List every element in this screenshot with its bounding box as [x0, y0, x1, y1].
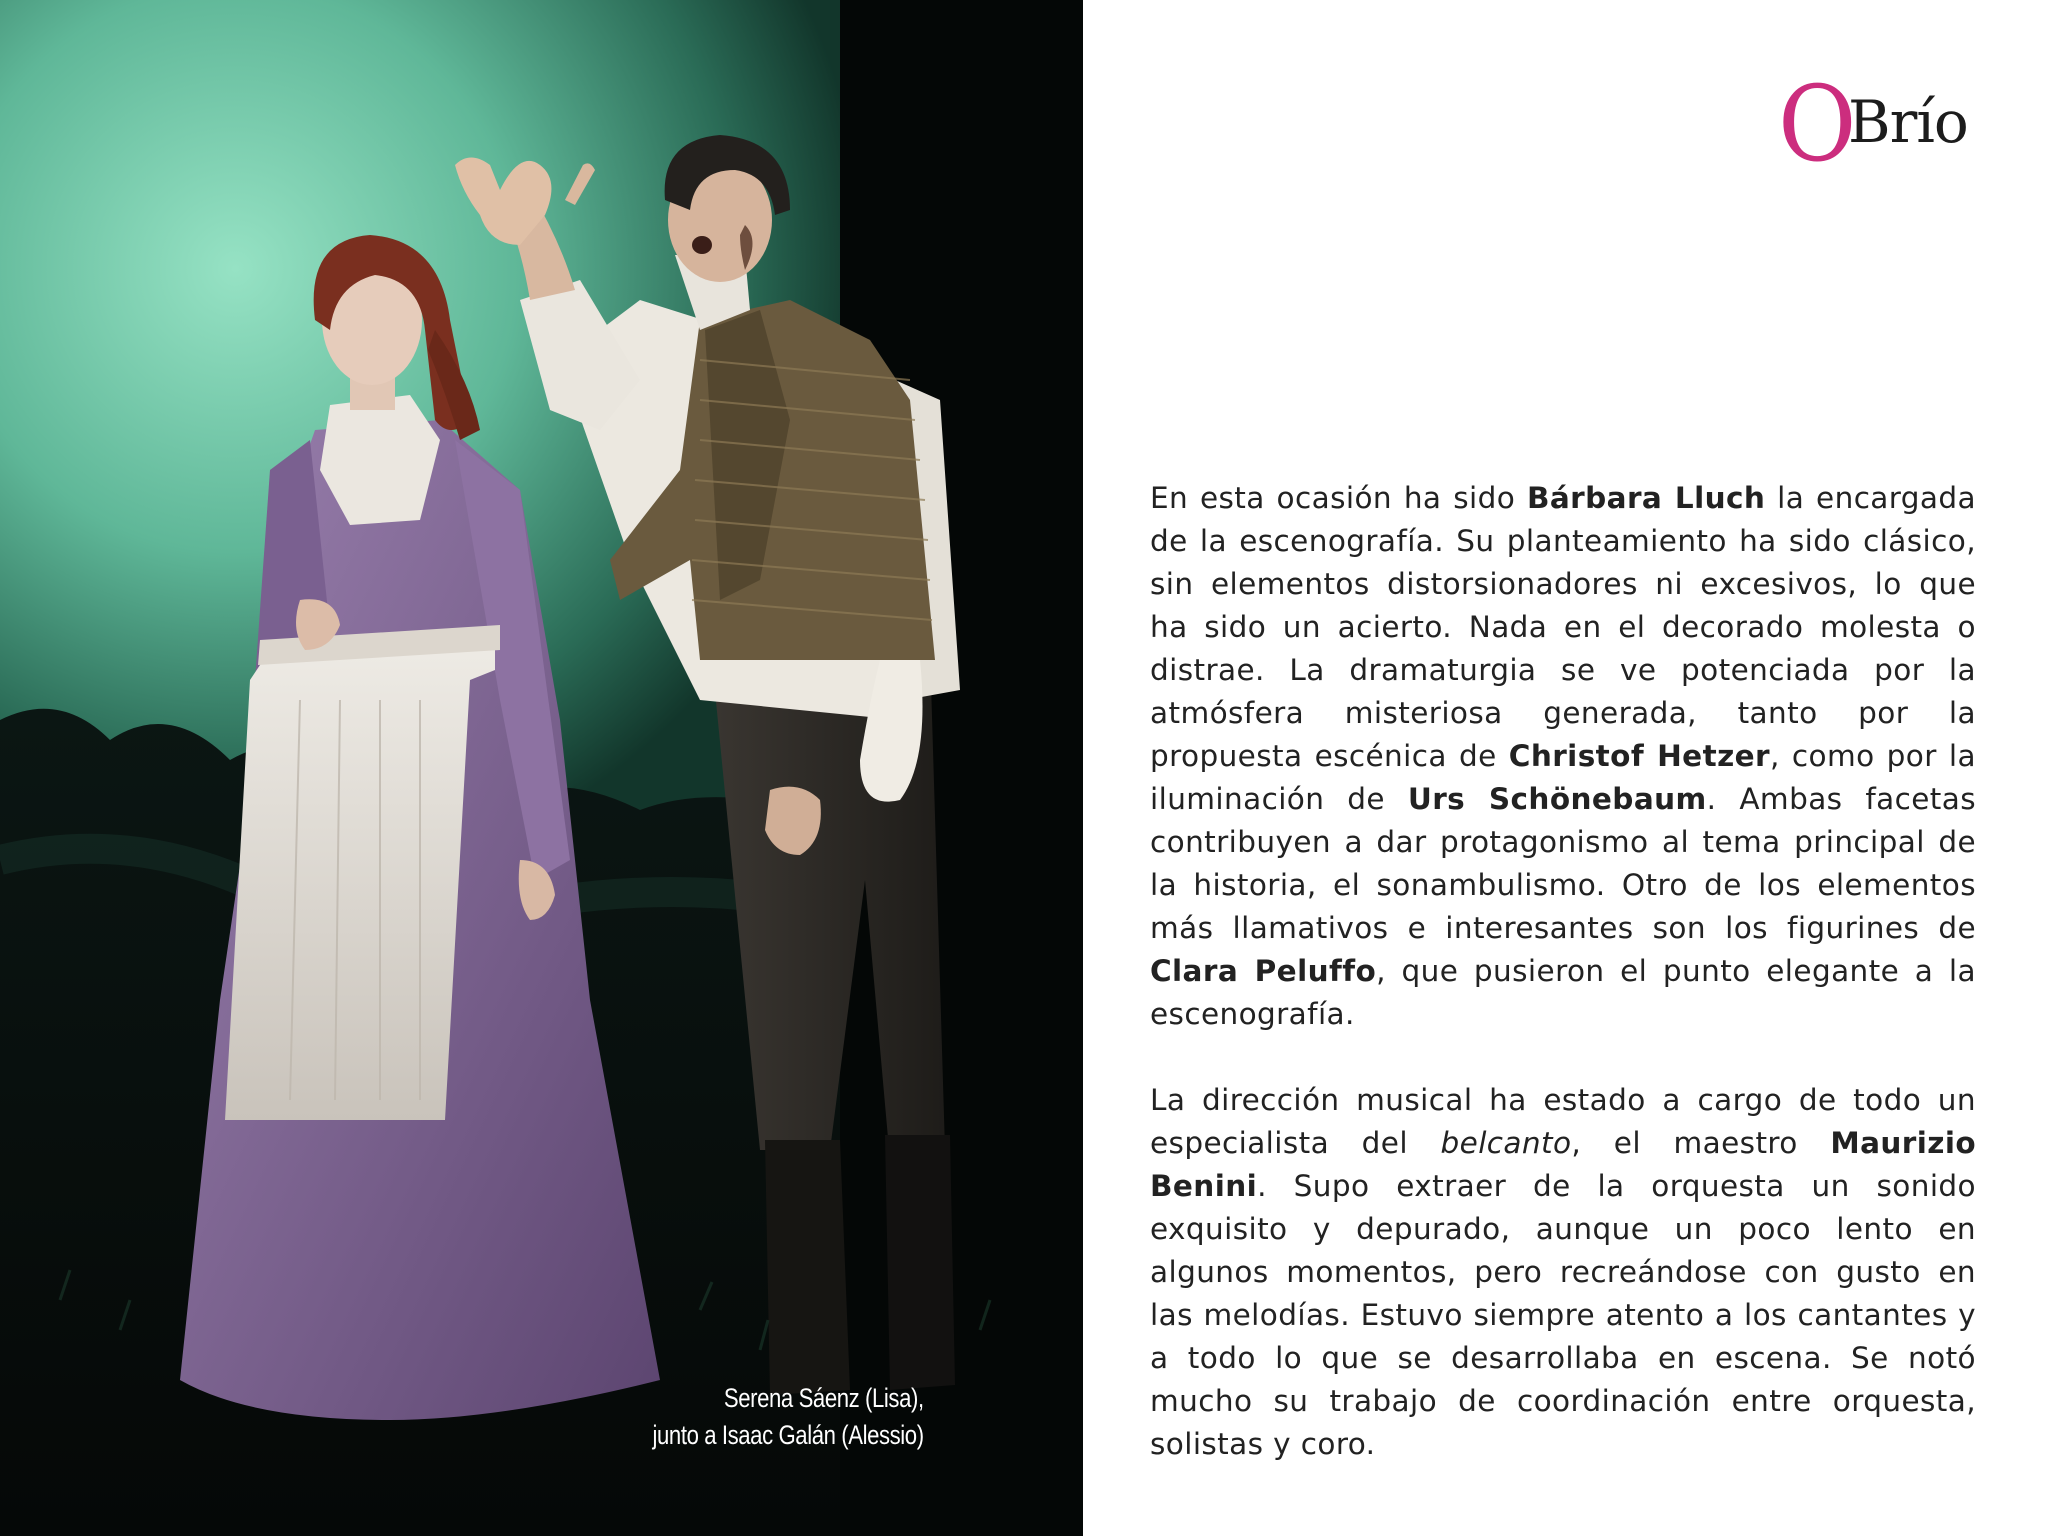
caption-line-1: Serena Sáenz (Lisa),: [724, 1383, 924, 1413]
name-barbara-lluch: Bárbara Lluch: [1526, 481, 1766, 515]
text-run: La dirección musical ha estado a cargo de todo un especialista del: [1150, 1083, 1976, 1160]
man-mouth: [692, 236, 712, 254]
article-paragraph-2: [1150, 1079, 1976, 1466]
name-urs-schonebaum: Urs Schönebaum: [1407, 782, 1707, 816]
name-christof-hetzer: Christof Hetzer: [1508, 739, 1770, 773]
man-left-boot: [765, 1140, 850, 1395]
logo-wordmark: Brío: [1848, 88, 1968, 156]
name-maurizio-benini: Maurizio Benini: [1150, 1126, 1977, 1203]
text-run: , el maestro: [1571, 1126, 1831, 1160]
obrio-logo: [1778, 63, 1984, 185]
text-run: , que pusieron el punto elegante a la escenografía.: [1150, 954, 1976, 1031]
text-run: , como por la iluminación de: [1150, 739, 1976, 816]
caption-line-2: junto a Isaac Galán (Alessio): [652, 1420, 924, 1450]
article-body: [1150, 477, 1976, 1509]
photo-caption: [653, 1380, 924, 1454]
text-run: . Supo extraer de la orquesta un sonido exquisito y depurado, aunque un poco lento en algunos momentos, pero recreándose con gusto en las melodías. Estuvo siempre atento a los cantantes y a todo lo que se desarrollaba en escena. Se notó mucho su trabajo de coordinación entre orquesta, solistas y coro.: [1150, 1169, 1976, 1461]
text-run: . Ambas facetas contribuyen a dar protagonismo al tema principal de la historia, el sonambulismo. Otro de los elementos más llamativos e interesantes son los figurines de: [1150, 782, 1976, 945]
term-belcanto: belcanto: [1440, 1126, 1572, 1160]
man-right-boot: [885, 1135, 955, 1390]
logo-o-mark: O: [1778, 63, 1857, 185]
article-paragraph-1: [1150, 477, 1976, 1036]
name-clara-peluffo: Clara Peluffo: [1150, 954, 1377, 988]
text-run: En esta ocasión ha sido: [1150, 481, 1527, 515]
text-run: la encargada de la escenografía. Su planteamiento ha sido clásico, sin elementos distorsionadores ni excesivos, lo que ha sido un acierto. Nada en el decorado molesta o distrae. La dramaturgia se ve potenciada por la atmósfera misteriosa generada, tanto por la propuesta escénica de: [1150, 481, 1977, 773]
